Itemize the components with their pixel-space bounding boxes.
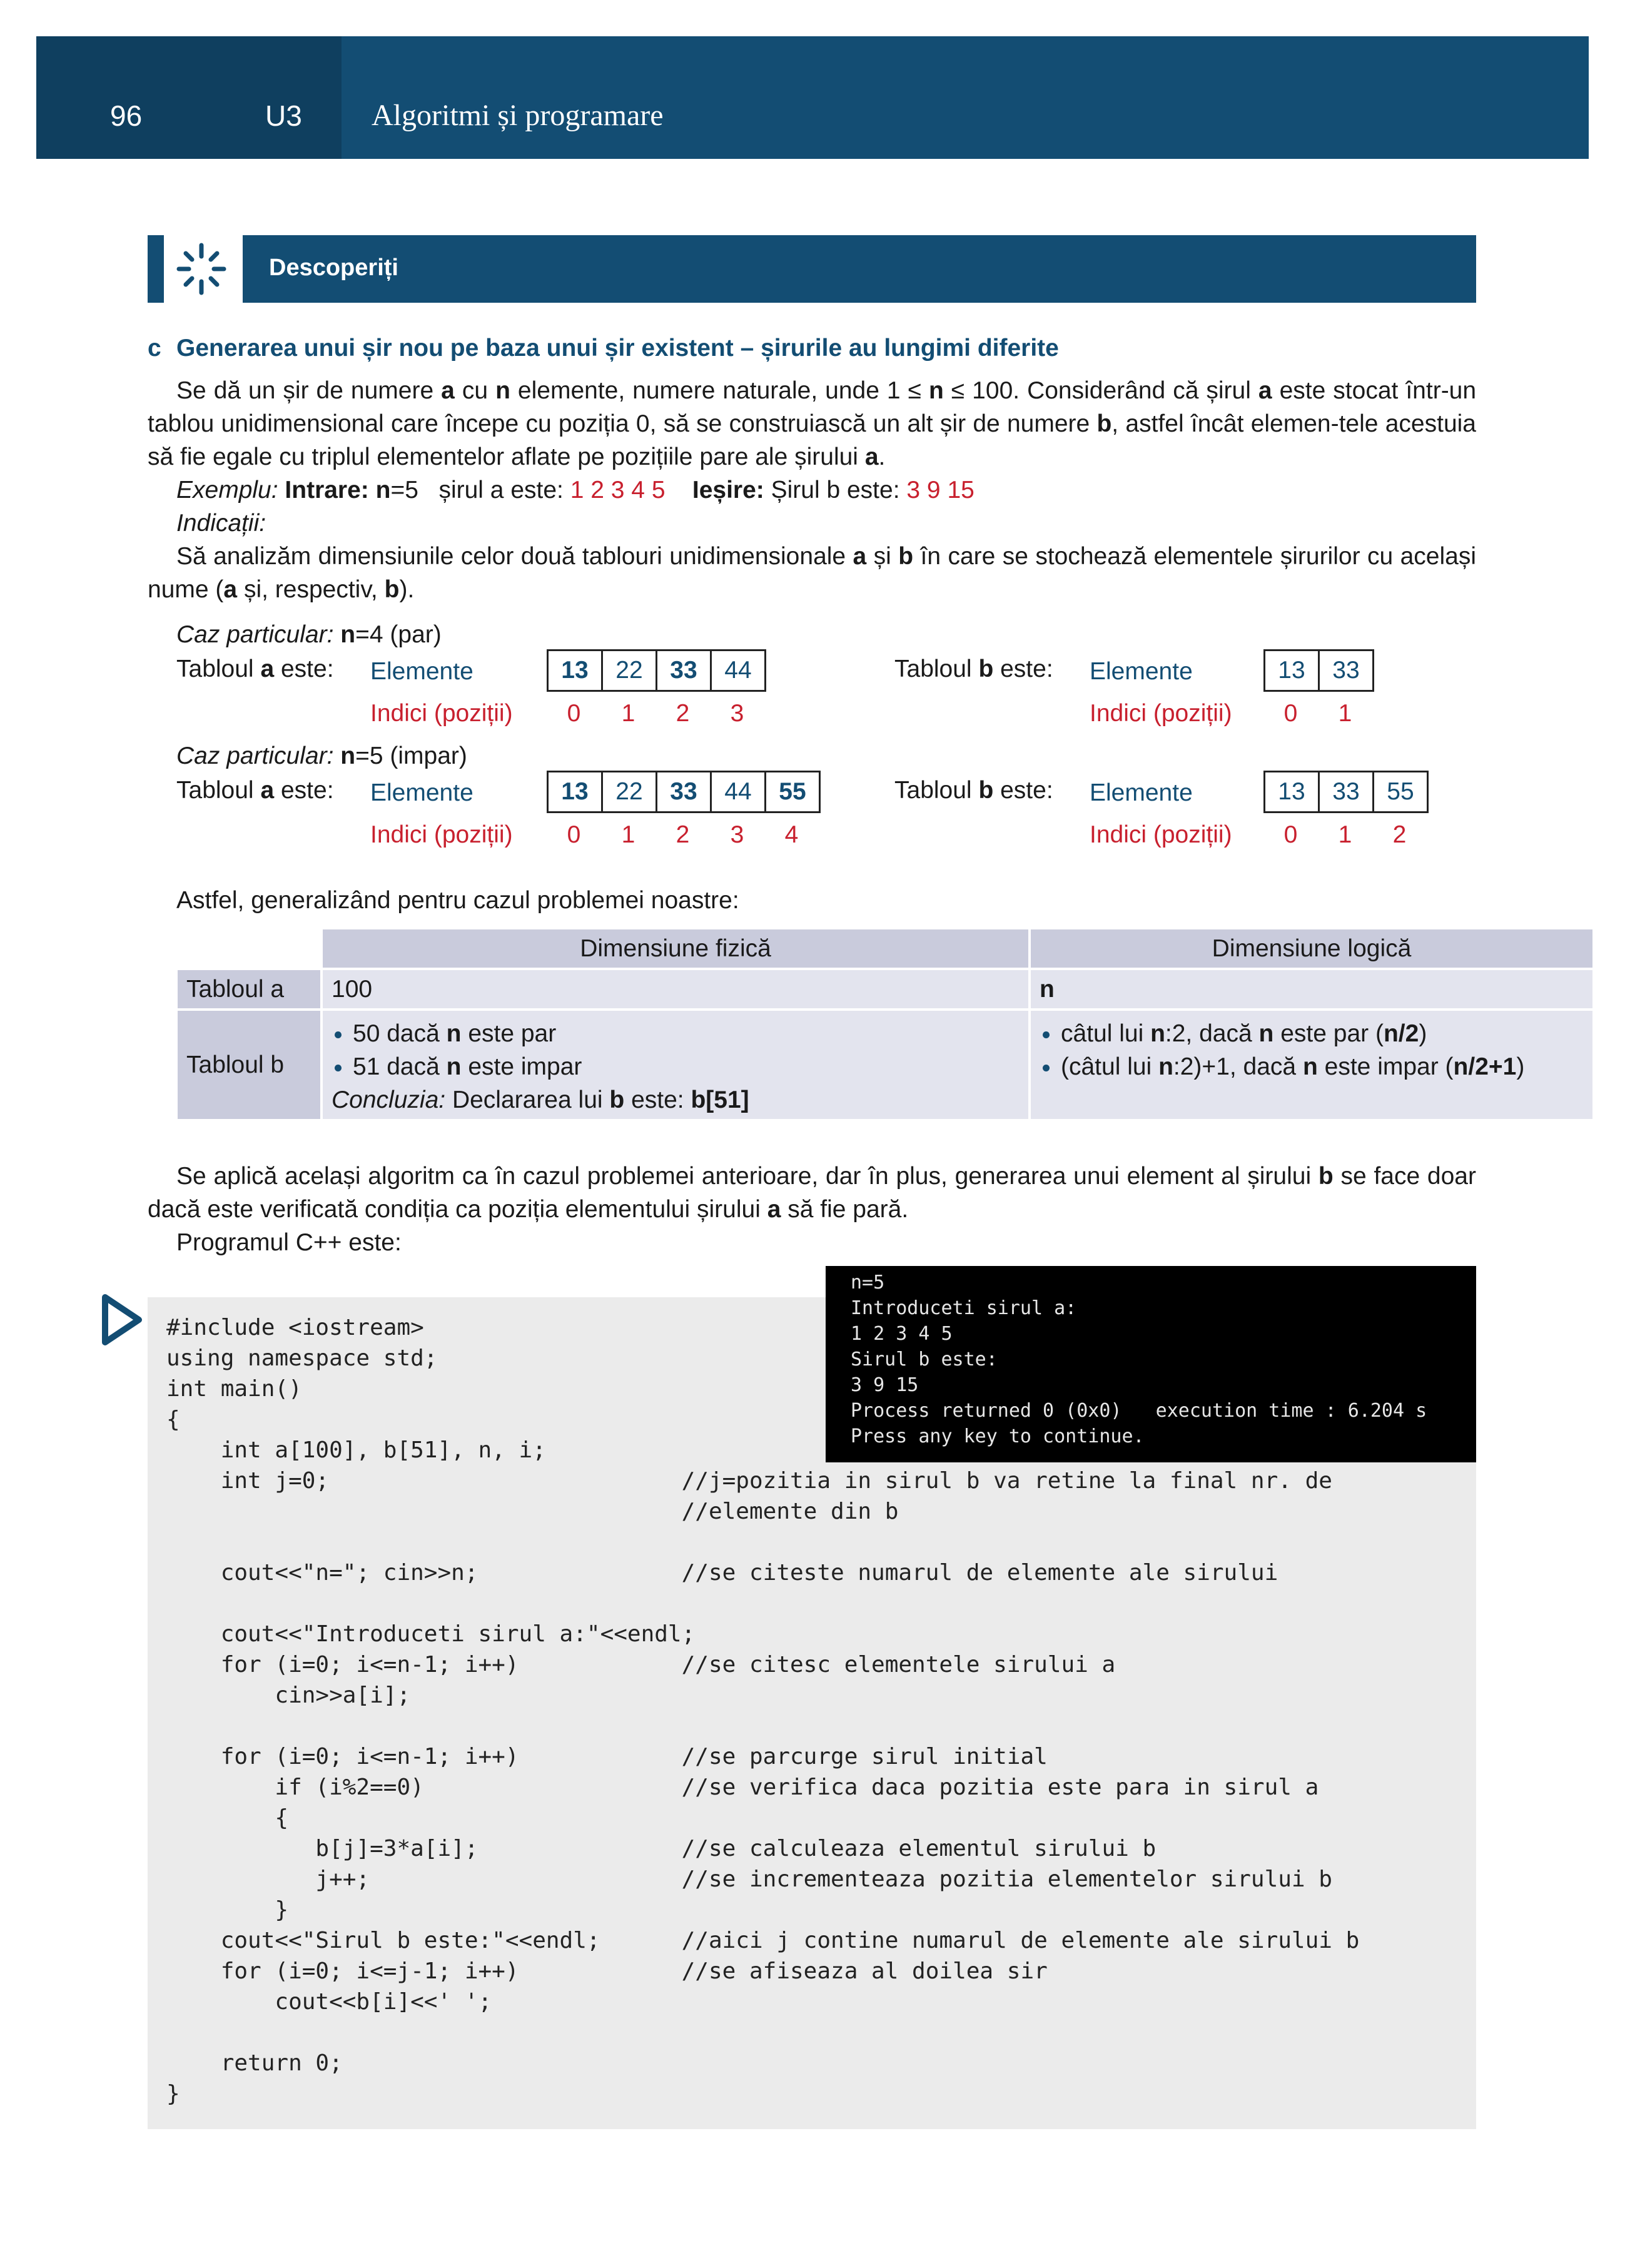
array-cell: 44 xyxy=(712,772,766,811)
unit-label: U3 xyxy=(265,99,302,132)
array-cell: 33 xyxy=(657,651,712,690)
case-2-a-elements-label: Elemente xyxy=(370,779,473,806)
index-cell: 3 xyxy=(730,700,744,727)
index-cell: 0 xyxy=(1283,700,1298,727)
intro-paragraph: Se dă un șir de numere a cu n elemente, numere naturale, unde 1 ≤ n ≤ 100. Considerând că șirul a este stocat într-un tablou unidimensional care începe cu poziția 0, să se construiască un alt șir de numere b, astfel încât elemen-tele acestuia să fie egale cu triplul elementelor aflate pe pozițiile pare ale șirului a. xyxy=(148,377,1477,470)
generalize-text: Astfel, generalizând pentru cazul problemei noastre: xyxy=(176,887,739,914)
col-logical-header: Dimensiune logică xyxy=(1031,929,1592,968)
array-cell: 33 xyxy=(657,772,712,811)
array-cell: 22 xyxy=(603,772,657,811)
case-1-a-elements-label: Elemente xyxy=(370,658,473,685)
index-cell: 0 xyxy=(567,821,581,848)
case-2-a-indices xyxy=(547,818,819,851)
row-a-label: Tabloul a xyxy=(178,970,320,1008)
index-cell: 3 xyxy=(730,821,744,848)
index-cell: 2 xyxy=(1392,821,1407,848)
hints-label: Indicații: xyxy=(176,510,266,537)
table-row xyxy=(178,970,1592,1008)
example-line: Exemplu: Intrare: n=5 șirul a este: 1 2 3 4 5 Ieșire: Șirul b este: 3 9 15 xyxy=(176,477,974,504)
array-cell: 13 xyxy=(549,651,603,690)
burst-icon xyxy=(148,235,243,303)
section-letter: c xyxy=(148,335,161,362)
array-cell: 13 xyxy=(1265,772,1320,811)
case-1-b-indices-label: Indici (poziții) xyxy=(1090,700,1232,727)
conclusion-line: Concluzia: Declararea lui b este: b[51] xyxy=(332,1086,749,1113)
row-a-physical: 100 xyxy=(323,970,1028,1008)
index-cell: 2 xyxy=(676,700,690,727)
hints-paragraph: Să analizăm dimensiunile celor două tablouri unidimensionale a și b în care se stochează elementele șirurilor cu același nume (a și, respectiv, b). xyxy=(148,543,1476,603)
list-item: • 51 dacă n este impar xyxy=(353,1050,1020,1083)
array-cell: 55 xyxy=(779,778,806,805)
array-cell: 13 xyxy=(549,772,603,811)
case-2-b-elements-label: Elemente xyxy=(1090,779,1193,806)
case-2-a-array xyxy=(547,771,821,813)
array-cell: 44 xyxy=(724,657,752,684)
banner-label: Descoperiți xyxy=(269,255,398,281)
index-cell: 2 xyxy=(676,821,690,848)
row-b-physical xyxy=(323,1011,1028,1119)
section-title: Generarea unui șir nou pe baza unui șir existent – șirurile au lungimi diferite xyxy=(176,335,1059,362)
array-cell: 33 xyxy=(1332,657,1360,684)
case-1-a-array xyxy=(547,649,766,692)
col-physical-header: Dimensiune fizică xyxy=(323,929,1028,968)
case-1-b-elements-label: Elemente xyxy=(1090,658,1193,685)
list-item: • (câtul lui n:2)+1, dacă n este impar (n/2+1) xyxy=(1061,1050,1584,1083)
case-1-label: Caz particular: n=4 (par) xyxy=(176,621,442,648)
case-1-a-indices-label: Indici (poziții) xyxy=(370,700,513,727)
list-item: • câtul lui n:2, dacă n este par (n/2) xyxy=(1061,1017,1584,1050)
index-cell: 1 xyxy=(621,821,635,848)
row-b-label: Tabloul b xyxy=(178,1011,320,1119)
row-a-logical: n xyxy=(1031,970,1592,1008)
index-cell: 1 xyxy=(1338,700,1352,727)
table-header-row xyxy=(178,929,1592,968)
header-number-block xyxy=(36,36,342,159)
banner-icon-box xyxy=(148,235,243,303)
index-cell: 1 xyxy=(621,700,635,727)
page-number: 96 xyxy=(110,99,143,132)
case-1-a-label: Tabloul a este: xyxy=(176,656,334,682)
dimensions-table xyxy=(175,927,1595,1121)
case-2-a-label: Tabloul a este: xyxy=(176,777,334,804)
array-cell: 22 xyxy=(603,651,657,690)
case-1-b-array xyxy=(1263,649,1374,692)
index-cell: 1 xyxy=(1338,821,1352,848)
row-b-logical xyxy=(1031,1011,1592,1119)
case-1-a-indices xyxy=(547,697,764,730)
algorithm-paragraph: Se aplică același algoritm ca în cazul problemei anterioare, dar în plus, generarea unui element al șirului b se face doar dacă este verificată condiția ca poziția elementului șirului a să fie pară. xyxy=(148,1163,1476,1223)
case-2-label: Caz particular: n=5 (impar) xyxy=(176,742,467,769)
index-cell: 0 xyxy=(567,700,581,727)
case-1-b-indices xyxy=(1263,697,1372,730)
play-icon xyxy=(100,1293,144,1349)
array-cell: 33 xyxy=(1320,772,1374,811)
table-row xyxy=(178,1011,1592,1119)
index-cell: 0 xyxy=(1283,821,1298,848)
case-2-b-label: Tabloul b este: xyxy=(894,777,1053,804)
case-2-a-indices-label: Indici (poziții) xyxy=(370,821,513,848)
case-2-b-indices xyxy=(1263,818,1427,851)
index-cell: 4 xyxy=(784,821,799,848)
list-item: • 50 dacă n este par xyxy=(353,1017,1020,1050)
program-label: Programul C++ este: xyxy=(176,1229,402,1256)
case-1-b-label: Tabloul b este: xyxy=(894,656,1053,682)
code-listing: #include <iostream> using namespace std; int main() { int a[100], b[51], n, i; int j=0; //j=pozitia in sirul b va retine la final nr. de //elemente din b cout<<"n="; cin>>n; //se citeste numarul de elemente ale sirului cout<<"Introduceti sirul a:"<<endl; for (i=0; i<=n-1; i++) //se citesc elementele sirului a cin>>a[i]; for (i=0; i<=n-1; i++) //se parcurge sirul initial if (i%2==0) //se verifica daca pozitia este para in sirul a { b[j]=3*a[i]; //se calculeaza elementul sirului b j++; //se incrementeaza pozitia elementelor sirului b } cout<<"Sirul b este:"<<endl; //aici j contine numarul de elemente ale sirului b for (i=0; i<=j-1; i++) //se afiseaza al doilea sir cout<<b[i]<<' '; return 0; } xyxy=(166,1315,1360,2107)
array-cell: 13 xyxy=(1265,651,1320,690)
case-2-b-array xyxy=(1263,771,1429,813)
console-output: n=5 Introduceti sirul a: 1 2 3 4 5 Sirul b este: 3 9 15 Process returned 0 (0x0) execution time : 6.204 s Press any key to continue. xyxy=(851,1272,1427,1447)
chapter-title: Algoritmi și programare xyxy=(372,99,664,132)
array-cell: 55 xyxy=(1387,778,1414,805)
case-2-b-indices-label: Indici (poziții) xyxy=(1090,821,1232,848)
